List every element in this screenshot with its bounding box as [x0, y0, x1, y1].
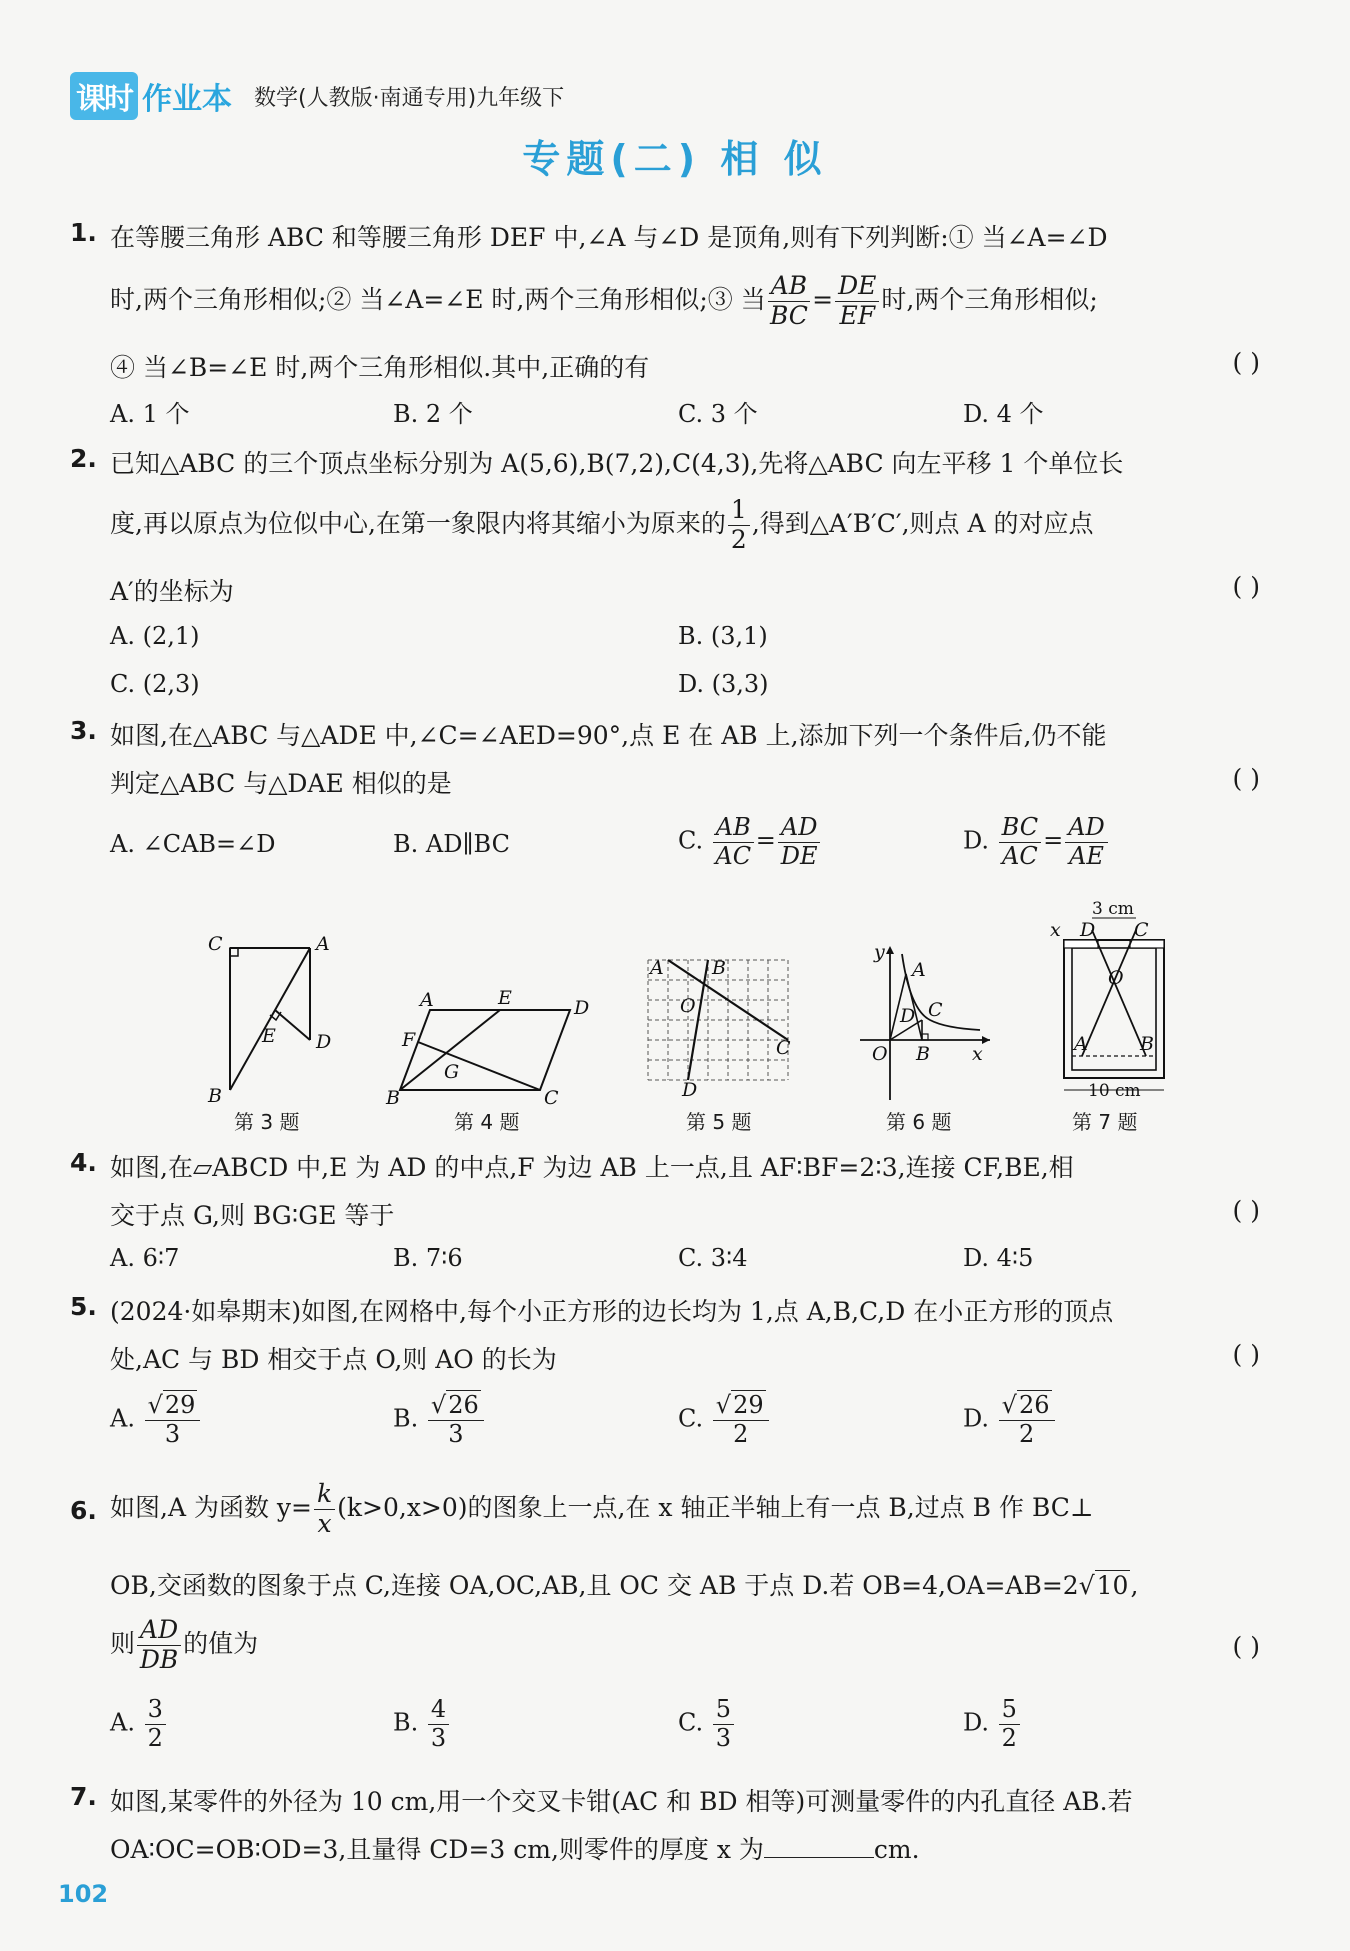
page-number: 102: [58, 1880, 109, 1908]
q7-line2b: cm.: [873, 1835, 920, 1864]
q6-answer-paren: ( ): [1232, 1632, 1260, 1661]
fig7-label-d: D: [1080, 919, 1096, 941]
q1-option-d: D. 4 个: [963, 400, 1044, 428]
q2-line2: [110, 496, 1093, 555]
q3-line2: 判定△ABC 与△DAE 相似的是: [110, 769, 452, 798]
figure-7: [1040, 896, 1190, 1106]
q2-answer-paren: ( ): [1232, 572, 1260, 601]
logo-box: 课时: [70, 72, 138, 120]
fig6-label-b: B: [916, 1043, 930, 1065]
fig7-label-top: 3 cm: [1092, 899, 1134, 919]
q7-answer-blank[interactable]: [764, 1857, 874, 1858]
q6-option-c: C. $\frac{5}{3}$: [678, 1696, 736, 1752]
q5-option-b: B. $\frac{√26}{3}$: [393, 1392, 486, 1448]
fig4-label-b: B: [386, 1087, 400, 1109]
q4-option-b: B. 7∶6: [393, 1244, 463, 1272]
fig5-label-d: D: [682, 1079, 698, 1100]
figure-4: [380, 990, 600, 1110]
q5-line1: (2024·如皋期末)如图,在网格中,每个小正方形的边长均为 1,点 A,B,C,D 在小正方形的顶点: [110, 1297, 1114, 1326]
fig6-label-c: C: [928, 999, 943, 1021]
q3-option-a: A. ∠CAB=∠D: [110, 830, 276, 858]
fig5-label-o: O: [680, 995, 696, 1017]
figure-3-caption: 第 3 题: [234, 1110, 300, 1134]
q1-line2a: 时,两个三角形相似;② 当∠A=∠E 时,两个三角形相似;③ 当: [110, 284, 766, 314]
q6-line1a: 如图,A 为函数 y=: [110, 1492, 312, 1522]
q2-line3: A′的坐标为: [110, 577, 234, 606]
q1-number: 1.: [70, 218, 97, 247]
q2-number: 2.: [70, 444, 97, 473]
q1-line2: [110, 272, 1098, 331]
fig3-label-c: C: [208, 933, 223, 955]
figure-6: [850, 940, 1000, 1110]
q2-option-b: B. (3,1): [678, 622, 768, 650]
figure-4-caption: 第 4 题: [454, 1110, 520, 1134]
q2-line2b: ,得到△A′B′C′,则点 A 的对应点: [751, 508, 1094, 538]
fig4-label-d: D: [574, 997, 590, 1019]
q2-line1: 已知△ABC 的三个顶点坐标分别为 A(5,6),B(7,2),C(4,3),先将△ABC 向左平移 1 个单位长: [110, 449, 1124, 478]
q3-option-d-frac1: $\frac{BC}{AC}$: [999, 814, 1041, 870]
fig6-label-d: D: [900, 1005, 916, 1027]
q6-option-d: D. $\frac{5}{2}$: [963, 1696, 1022, 1752]
header: [70, 72, 564, 120]
fig3-label-a: A: [316, 933, 330, 955]
q1-frac2: $\frac{DE}{EF}$: [835, 272, 879, 331]
q2-line2a: 度,再以原点为位似中心,在第一象限内将其缩小为原来的: [110, 508, 726, 538]
fig3-label-d: D: [316, 1031, 332, 1053]
q5-answer-paren: ( ): [1232, 1340, 1260, 1369]
fig7-label-b: B: [1140, 1033, 1154, 1055]
q6-line2b: ,: [1130, 1571, 1139, 1600]
book-subtitle: 数学(人教版·南通专用)九年级下: [254, 85, 565, 111]
figure-5-caption: 第 5 题: [686, 1110, 752, 1134]
fig4-label-e: E: [498, 990, 512, 1009]
q7-line1: 如图,某零件的外径为 10 cm,用一个交叉卡钳(AC 和 BD 相等)可测量零件的内孔直径 AB.若: [110, 1787, 1133, 1816]
q3-line1: 如图,在△ABC 与△ADE 中,∠C=∠AED=90°,点 E 在 AB 上,添加下列一个条件后,仍不能: [110, 721, 1107, 750]
q4-line1: 如图,在▱ABCD 中,E 为 AD 的中点,F 为边 AB 上一点,且 AF∶BF=2∶3,连接 CF,BE,相: [110, 1153, 1074, 1182]
q6-line3: [110, 1616, 258, 1675]
q5-option-a: A. $\frac{√29}{3}$: [110, 1392, 202, 1448]
q3-option-c-frac1: $\frac{AB}{AC}$: [713, 814, 754, 870]
q4-number: 4.: [70, 1148, 97, 1177]
q4-option-a: A. 6∶7: [110, 1244, 180, 1272]
q3-option-c-frac2: $\frac{AD}{DE}$: [778, 814, 821, 870]
q6-line1b: (k>0,x>0)的图象上一点,在 x 轴正半轴上有一点 B,过点 B 作 BC⊥: [337, 1492, 1094, 1522]
q6-line2: OB,交函数的图象于点 C,连接 OA,OC,AB,且 OC 交 AB 于点 D.若 OB=4,OA=AB=2√10,: [110, 1571, 1139, 1600]
fig4-label-c: C: [544, 1087, 559, 1109]
q1-line2b: 时,两个三角形相似;: [881, 284, 1098, 314]
figure-5: [640, 950, 810, 1100]
q6-option-b: B. $\frac{4}{3}$: [393, 1696, 451, 1752]
fig3-label-b: B: [208, 1085, 222, 1107]
page-title: 专题(二) 相 似: [522, 137, 828, 181]
q6-line3b: 的值为: [183, 1628, 259, 1658]
fig7-label-c: C: [1134, 919, 1149, 941]
q4-line2: 交于点 G,则 BG∶GE 等于: [110, 1201, 395, 1230]
q3-option-d: D. $\frac{BC}{AC}$ = $\frac{AD}{AE}$: [963, 814, 1110, 870]
fig5-label-a: A: [650, 957, 664, 979]
fig4-label-f: F: [402, 1029, 416, 1051]
logo-text: 作业本: [142, 82, 232, 117]
q4-answer-paren: ( ): [1232, 1196, 1260, 1225]
q1-option-a: A. 1 个: [110, 400, 190, 428]
q3-number: 3.: [70, 716, 97, 745]
figure-6-caption: 第 6 题: [886, 1110, 952, 1134]
fig7-label-bottom: 10 cm: [1088, 1081, 1141, 1101]
q6-line2a: OB,交函数的图象于点 C,连接 OA,OC,AB,且 OC 交 AB 于点 D.若 OB=4,OA=AB=2: [110, 1571, 1079, 1600]
q2-option-c: C. (2,3): [110, 670, 200, 698]
fig6-label-x: x: [972, 1043, 983, 1065]
fig7-label-a: A: [1074, 1033, 1088, 1055]
q4-option-d: D. 4∶5: [963, 1244, 1034, 1272]
fig4-label-a: A: [420, 990, 434, 1011]
q5-line2: 处,AC 与 BD 相交于点 O,则 AO 的长为: [110, 1345, 557, 1374]
q1-answer-paren: ( ): [1232, 348, 1260, 377]
q6-line1: [110, 1480, 1093, 1539]
q3-option-c: C. $\frac{AB}{AC}$ = $\frac{AD}{DE}$: [678, 814, 822, 870]
fig5-label-c: C: [776, 1037, 791, 1059]
q3-option-c-label: C.: [678, 826, 704, 855]
fig5-label-b: B: [712, 957, 726, 979]
q1-line1: 在等腰三角形 ABC 和等腰三角形 DEF 中,∠A 与∠D 是顶角,则有下列判断:① 当∠A=∠D: [110, 223, 1108, 252]
q1-option-c: C. 3 个: [678, 400, 758, 428]
q6-number: 6.: [70, 1496, 97, 1525]
q3-option-b: B. AD∥BC: [393, 830, 510, 858]
q2-option-d: D. (3,3): [678, 670, 769, 698]
q4-option-c: C. 3∶4: [678, 1244, 748, 1272]
logo: [70, 72, 232, 120]
q1-eq: =: [812, 284, 834, 314]
figure-7-caption: 第 7 题: [1072, 1110, 1138, 1134]
q5-option-d: D. $\frac{√26}{2}$: [963, 1392, 1057, 1448]
q6-frac: $\frac{k}{x}$: [314, 1480, 335, 1539]
q1-option-b: B. 2 个: [393, 400, 473, 428]
fig7-label-o: O: [1108, 967, 1124, 989]
q6-line3a: 则: [110, 1628, 136, 1658]
fig3-label-e: E: [262, 1025, 276, 1047]
q7-line2a: OA∶OC=OB∶OD=3,且量得 CD=3 cm,则零件的厚度 x 为: [110, 1835, 764, 1864]
fig6-label-o: O: [872, 1043, 888, 1065]
q7-number: 7.: [70, 1782, 97, 1811]
q3-option-d-label: D.: [963, 826, 990, 855]
fig7-label-x: x: [1050, 919, 1061, 941]
q6-sqrt: 10: [1096, 1571, 1129, 1600]
q6-option-a: A. $\frac{3}{2}$: [110, 1696, 168, 1752]
figure-3: [200, 930, 340, 1110]
q6-frac2: $\frac{AD}{DB}$: [137, 1616, 181, 1675]
q5-option-c: C. $\frac{√29}{2}$: [678, 1392, 771, 1448]
q3-option-d-frac2: $\frac{AD}{AE}$: [1065, 814, 1108, 870]
q3-answer-paren: ( ): [1232, 764, 1260, 793]
q1-line3: ④ 当∠B=∠E 时,两个三角形相似.其中,正确的有: [110, 353, 650, 382]
fig4-label-g: G: [444, 1061, 460, 1083]
q7-line2: [110, 1830, 920, 1866]
q1-frac1: $\frac{AB}{BC}$: [768, 272, 810, 331]
fig6-label-y: y: [874, 941, 885, 963]
q2-option-a: A. (2,1): [110, 622, 200, 650]
q2-frac: $\frac{1}{2}$: [728, 496, 750, 555]
q5-number: 5.: [70, 1292, 97, 1321]
fig6-label-a: A: [912, 959, 926, 981]
